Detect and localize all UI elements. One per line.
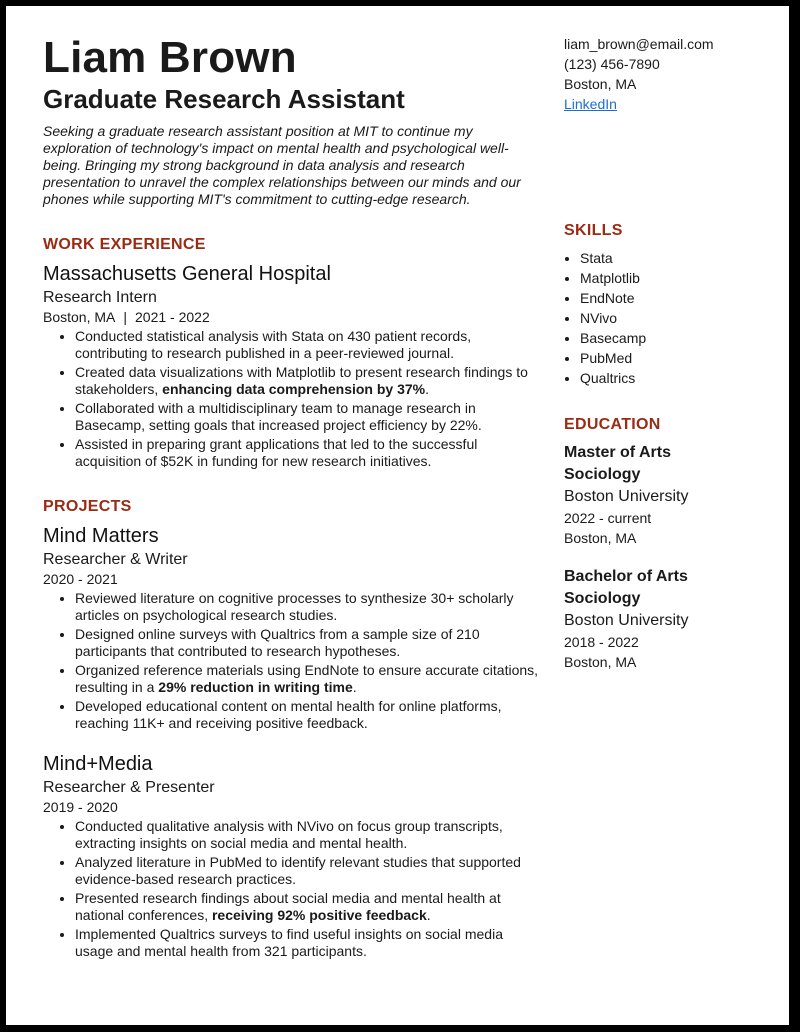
work-meta — [43, 308, 541, 326]
education-location: Boston, MA — [564, 530, 637, 546]
work-company: Massachusetts General Hospital — [43, 263, 331, 286]
section-education-heading: EDUCATION — [564, 416, 661, 433]
bullet-item: • Reviewed literature on cognitive processes to synthesize 30+ scholarly articles on psychological research studies. — [75, 590, 541, 624]
skill-item: • Basecamp — [580, 328, 784, 348]
side-column — [564, 34, 784, 690]
bullet-item: • Conducted statistical analysis with Stata on 430 patient records, contributing to research published in a peer-reviewed journal. — [75, 328, 541, 362]
skill-item: • PubMed — [580, 348, 784, 368]
education-entry — [564, 566, 784, 672]
skills-list — [564, 248, 784, 388]
section-work-heading: WORK EXPERIENCE — [43, 236, 206, 254]
education-degree: Bachelor of Arts — [564, 568, 688, 585]
bullet-item: • Created data visualizations with Matplotlib to present research findings to stakeholders, enhancing data comprehension by 37%. — [75, 364, 541, 398]
contact-location: Boston, MA — [564, 76, 637, 92]
project-bullets — [43, 590, 541, 732]
section-skills-heading: SKILLS — [564, 222, 623, 239]
education-location: Boston, MA — [564, 654, 637, 670]
bullet-item: • Collaborated with a multidisciplinary team to manage research in Basecamp, setting goals that increased project efficiency by 22%. — [75, 400, 541, 434]
candidate-name: Liam Brown — [43, 33, 297, 82]
skill-item: • Qualtrics — [580, 368, 784, 388]
work-location: Boston, MA — [43, 309, 116, 326]
resume-page — [6, 6, 789, 1025]
education-degree: Master of Arts — [564, 444, 671, 461]
project-name: Mind+Media — [43, 753, 153, 776]
bullet-item: • Developed educational content on mental health for online platforms, reaching 11K+ and receiving positive feedback. — [75, 698, 541, 732]
bullet-item: • Implemented Qualtrics surveys to find useful insights on social media usage and mental health from 321 participants. — [75, 926, 541, 960]
project-dates: 2019 - 2020 — [43, 799, 118, 816]
project-role: Researcher & Writer — [43, 551, 188, 569]
project-entry — [43, 752, 541, 960]
bullet-item: • Designed online surveys with Qualtrics from a sample size of 210 participants that contributed to research hypotheses. — [75, 626, 541, 660]
bullet-item: • Presented research findings about social media and mental health at national conferences, receiving 92% positive feedback. — [75, 890, 541, 924]
bullet-item: • Analyzed literature in PubMed to identify relevant studies that supported evidence-based research practices. — [75, 854, 541, 888]
education-field: Sociology — [564, 466, 641, 483]
contact-email: liam_brown@email.com — [564, 36, 714, 52]
skill-item: • Matplotlib — [580, 268, 784, 288]
work-dates: 2021 - 2022 — [135, 309, 210, 326]
bullet-item: • Assisted in preparing grant applications that led to the successful acquisition of $52K in funding for new research initiatives. — [75, 436, 541, 470]
work-bullets — [43, 328, 541, 470]
project-bullets — [43, 818, 541, 960]
linkedin-link[interactable]: LinkedIn — [564, 96, 617, 112]
project-name: Mind Matters — [43, 525, 159, 548]
education-school: Boston University — [564, 488, 689, 505]
education-dates: 2022 - current — [564, 510, 652, 526]
contact-phone: (123) 456-7890 — [564, 56, 660, 72]
skill-item: • NVivo — [580, 308, 784, 328]
education-dates: 2018 - 2022 — [564, 634, 639, 650]
education-field: Sociology — [564, 590, 641, 607]
work-position: Research Intern — [43, 289, 157, 307]
education-entry — [564, 442, 784, 548]
project-dates: 2020 - 2021 — [43, 571, 118, 588]
summary: Seeking a graduate research assistant position at MIT to continue my exploration of technology's impact on mental health and psychological well-being. Bringing my strong background in data analysis and research presentation to unravel the complex relationships between our minds and our phones while supporting MIT's commitment to cutting-edge research. — [43, 123, 521, 208]
main-column — [43, 34, 541, 980]
work-entry — [43, 262, 541, 470]
skill-item: • EndNote — [580, 288, 784, 308]
skill-item: • Stata — [580, 248, 784, 268]
bullet-item: • Conducted qualitative analysis with NVivo on focus group transcripts, extracting insights on social media and mental health. — [75, 818, 541, 852]
project-role: Researcher & Presenter — [43, 779, 215, 797]
section-projects-heading: PROJECTS — [43, 498, 132, 516]
candidate-title: Graduate Research Assistant — [43, 84, 405, 115]
project-entry — [43, 524, 541, 732]
contact-block — [564, 34, 784, 114]
education-school: Boston University — [564, 612, 689, 629]
bullet-item: • Organized reference materials using EndNote to ensure accurate citations, resulting in a 29% reduction in writing time. — [75, 662, 541, 696]
meta-separator: | — [123, 309, 128, 326]
